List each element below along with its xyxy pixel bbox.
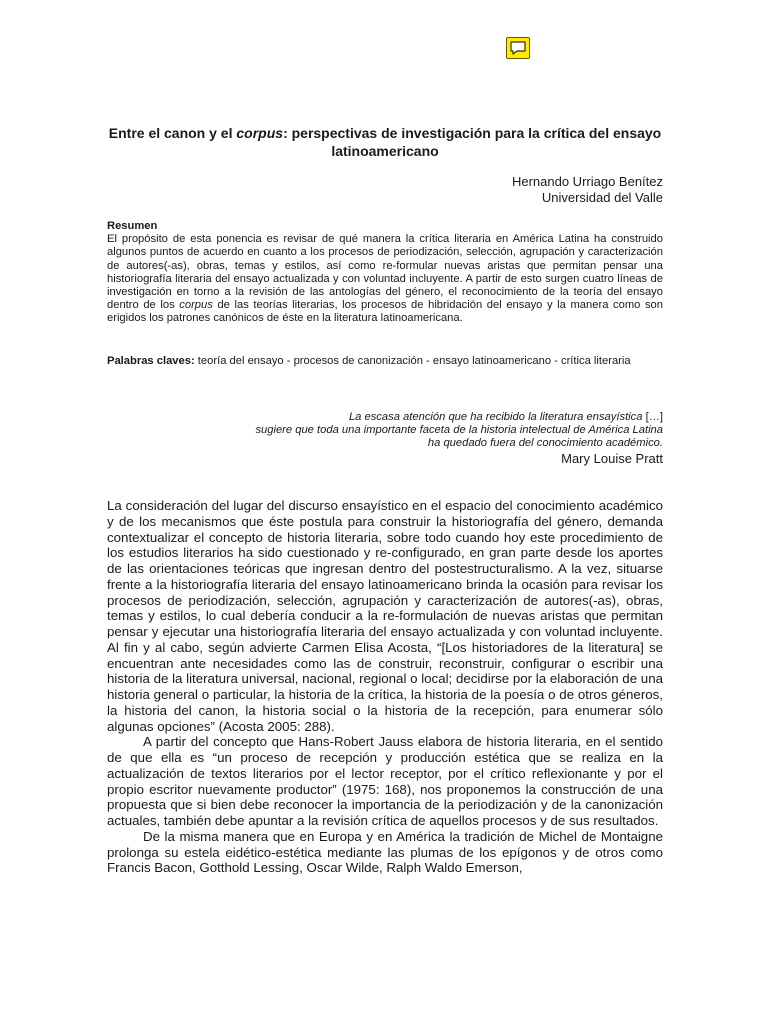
keywords-label: Palabras claves: <box>107 355 195 367</box>
keywords-section <box>107 355 663 368</box>
author-block <box>512 174 663 206</box>
epigraph-attribution: Mary Louise Pratt <box>561 450 663 466</box>
author-affiliation: Universidad del Valle <box>541 190 663 205</box>
epigraph-line-2: sugiere que toda una importante faceta de la historia intelectual de América Latina <box>255 424 663 437</box>
abstract-body: El propósito de esta ponencia es revisar de qué manera la crítica literaria en América Latina ha construido algunos puntos de acuerdo en cuanto a los procesos de periodización, selección, agrupación y caracterización de autores(-as), obras, temas y estilos, así como re-formular nuevas aristas que permitan pensar una historiografía literaria del ensayo actualizada y con voluntad incluyente. A partir de esto surgen cuatro líneas de investigación en torno a la revisión de las antologías del género, el reconocimiento de la teoría del ensayo dentro de los corpus de las teorías literarias, los procesos de hibridación del ensayo y la manera como son erigidos los patrones canónicos de éste en la literatura latinoamericana. <box>107 233 663 325</box>
epigraph: La escasa atención que ha recibido la literatura ensayística […] sugiere que toda una importante faceta de la historia intelectual de América Latina ha quedado fuera del conocimiento académico. Mary Louise Pratt <box>107 411 663 467</box>
body-paragraph-3: De la misma manera que en Europa y en América la tradición de Michel de Montaigne prolonga su estela eidético-estética mediante las plumas de los epígonos y de otros como Francis Bacon, Gotthold Lessing, Oscar Wilde, Ralph Waldo Emerson, <box>107 828 663 876</box>
title-italic-word: corpus <box>236 125 284 141</box>
body-text <box>107 498 663 876</box>
body-paragraph-1: La consideración del lugar del discurso ensayístico en el espacio del conocimiento académico y de los mecanismos que éste postula para construir la historiografía del género, demanda contextualizar el concepto de historia literaria, sobre todo cuando hoy este procedimiento de los estudios literarios ha sido cuestionado y re-configurado, en gran parte desde los aportes de las orientaciones teóricas que ingresan dentro del postestructuralismo. A la vez, situarse frente a la historiografía literaria del ensayo latinoamericano brinda la ocasión para revisar los procesos de periodización, selección, agrupación y caracterización de autores(-as), obras, temas y estilos, lo cual debería conducir a la re-formulación de nuevas aristas que permitan pensar y ejecutar una historiografía literaria del ensayo actualizada y con voluntad incluyente. Al fin y al cabo, según advierte Carmen Elisa Acosta, “[Los historiadores de la literatura] se encuentran ante necesidades como las de construir, reconstruir, configurar o escribir una historia de la literatura universal, nacional, regional o local; decidirse por la elaboración de una historia general o particular, la historia de la crítica, la historia de la poesía o de otros géneros, la historia del canon, la historia social o la historia de la recepción, para enumerar sólo algunas opciones” (Acosta 2005: 288). <box>107 498 663 734</box>
epigraph-line-3: ha quedado fuera del conocimiento académico. <box>427 437 663 450</box>
document-title: Entre el canon y el corpus: perspectivas de investigación para la crítica del ensayo latinoamericano <box>108 125 662 159</box>
keywords-text: teoría del ensayo - procesos de canonización - ensayo latinoamericano - crítica literaria <box>194 355 631 367</box>
comment-note-icon[interactable] <box>506 37 530 59</box>
author-name: Hernando Urriago Benítez <box>511 174 663 189</box>
epigraph-line-1: La escasa atención que ha recibido la literatura ensayística <box>348 411 643 423</box>
abstract-heading: Resumen <box>107 220 158 232</box>
body-paragraph-2: A partir del concepto que Hans-Robert Jauss elabora de historia literaria, en el sentido de que ella es “un proceso de recepción y producción estética que se realiza en la actualización de textos literarios por el lector receptor, por el crítico reflexionante y por el propio escritor nuevamente productor” (1975: 168), nos proponemos la construcción de una propuesta que si bien debe reconocer la importancia de la periodización y de la canonización actuales, también debe apuntar a la revisión crítica de aquellos procesos y de sus resultados. <box>107 734 663 828</box>
abstract-section <box>107 220 663 326</box>
